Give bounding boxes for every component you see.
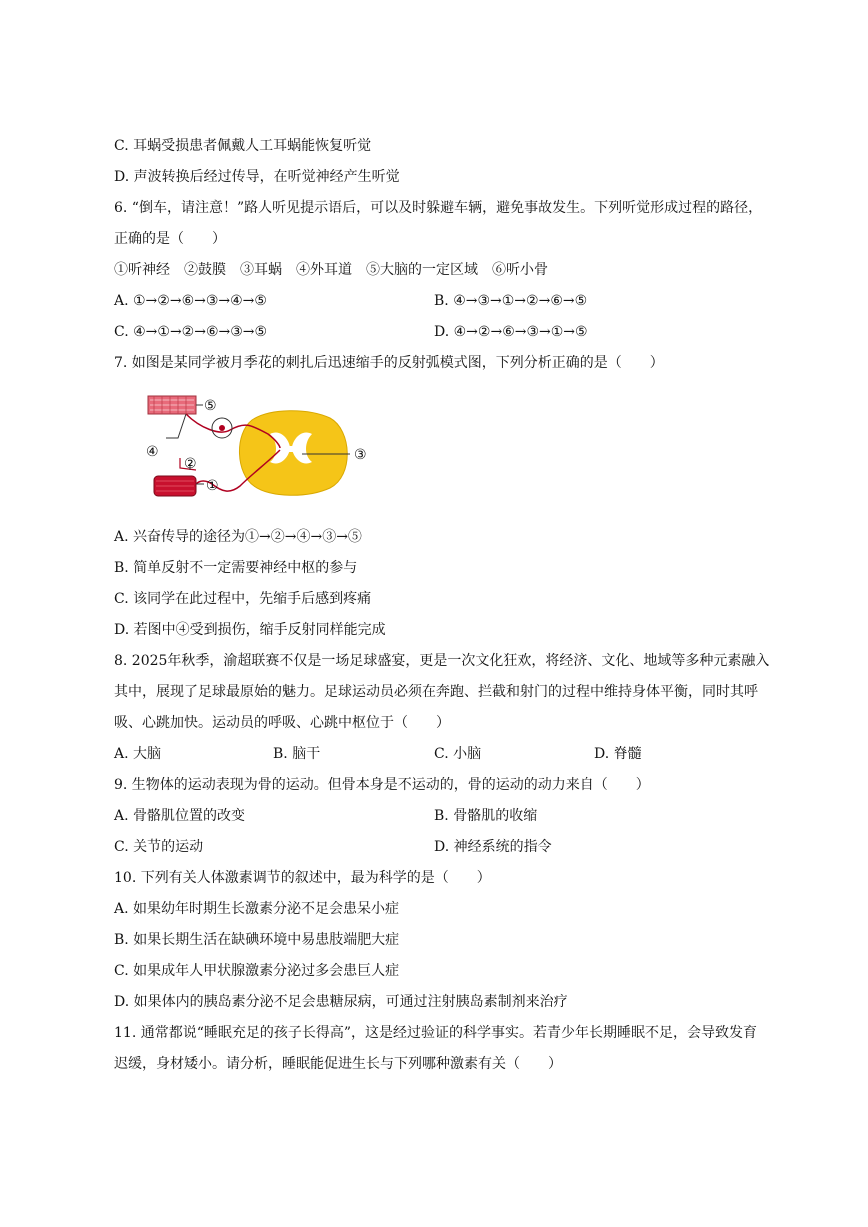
q10-stem: 10. 下列有关人体激素调节的叙述中，最为科学的是（ ） bbox=[114, 870, 491, 886]
q10-option-c: C. 如果成年人甲状腺激素分泌过多会患巨人症 bbox=[114, 963, 400, 979]
figure-label-1: ① bbox=[206, 478, 219, 494]
muscle-effector-shape bbox=[154, 476, 196, 496]
q5-option-d: D. 声波转换后经过传导，在听觉神经产生听觉 bbox=[114, 169, 400, 185]
q6-stem-line2: 正确的是（ ） bbox=[114, 231, 226, 247]
figure-label-4: ④ bbox=[146, 444, 159, 460]
q8-option-d: D. 脊髓 bbox=[594, 746, 642, 762]
q8-stem-line3: 吸、心跳加快。运动员的呼吸、心跳中枢位于（ ） bbox=[114, 715, 450, 731]
q10-option-b: B. 如果长期生活在缺碘环境中易患肢端肥大症 bbox=[114, 932, 400, 948]
q10-option-d: D. 如果体内的胰岛素分泌不足会患糖尿病，可通过注射胰岛素制剂来治疗 bbox=[114, 994, 568, 1010]
q6-stem-line1: 6. “倒车，请注意！”路人听见提示语后，可以及时躲避车辆，避免事故发生。下列听觉形成过程的路径， bbox=[114, 200, 763, 216]
spinal-cord-shape bbox=[239, 411, 347, 496]
q9-option-d: D. 神经系统的指令 bbox=[434, 839, 552, 855]
q8-stem-line1: 8. 2025年秋季，渝超联赛不仅是一场足球盛宴，更是一次文化狂欢，将经济、文化、地域等多种元素融入 bbox=[114, 653, 770, 669]
q6-option-d: D. ④→②→⑥→③→①→⑤ bbox=[434, 324, 588, 340]
q9-stem: 9. 生物体的运动表现为骨的运动。但骨本身是不运动的，骨的运动的动力来自（ ） bbox=[114, 777, 650, 793]
q8-stem-line2: 其中，展现了足球最原始的魅力。足球运动员必须在奔跑、拦截和射门的过程中维持身体平衡，同时其呼 bbox=[114, 684, 758, 700]
reflex-arc-figure bbox=[140, 388, 380, 503]
q9-option-c: C. 关节的运动 bbox=[114, 839, 204, 855]
figure-label-2: ② bbox=[184, 456, 197, 472]
q7-option-b: B. 简单反射不一定需要神经中枢的参与 bbox=[114, 560, 358, 576]
q8-option-a: A. 大脑 bbox=[114, 746, 162, 762]
reflex-arc-diagram bbox=[140, 388, 380, 503]
q7-stem: 7. 如图是某同学被月季花的刺扎后迅速缩手的反射弧模式图，下列分析正确的是（ ） bbox=[114, 355, 664, 371]
q11-stem-line1: 11. 通常都说“睡眠充足的孩子长得高”，这是经过验证的科学事实。若青少年长期睡眠不足，会导致发育 bbox=[114, 1025, 758, 1041]
q9-option-a: A. 骨骼肌位置的改变 bbox=[114, 808, 246, 824]
q5-option-c: C. 耳蜗受损患者佩戴人工耳蜗能恢复听觉 bbox=[114, 138, 372, 154]
q8-option-c: C. 小脑 bbox=[434, 746, 482, 762]
q11-stem-line2: 迟缓，身材矮小。请分析，睡眠能促进生长与下列哪种激素有关（ ） bbox=[114, 1056, 562, 1072]
skin-receptor-shape bbox=[148, 396, 196, 414]
q10-option-a: A. 如果幼年时期生长激素分泌不足会患呆小症 bbox=[114, 901, 400, 917]
q9-option-b: B. 骨骼肌的收缩 bbox=[434, 808, 538, 824]
q6-option-a: A. ①→②→⑥→③→④→⑤ bbox=[114, 293, 267, 309]
q7-option-d: D. 若图中④受到损伤，缩手反射同样能完成 bbox=[114, 622, 386, 638]
q8-option-b: B. 脑干 bbox=[273, 746, 321, 762]
q6-option-b: B. ④→③→①→②→⑥→⑤ bbox=[434, 293, 588, 309]
q7-option-c: C. 该同学在此过程中，先缩手后感到疼痛 bbox=[114, 591, 372, 607]
q6-items: ①听神经 ②鼓膜 ③耳蜗 ④外耳道 ⑤大脑的一定区域 ⑥听小骨 bbox=[114, 262, 548, 278]
q6-option-c: C. ④→①→②→⑥→③→⑤ bbox=[114, 324, 268, 340]
figure-label-3: ③ bbox=[354, 447, 367, 463]
q7-option-a: A. 兴奋传导的途径为①→②→④→③→⑤ bbox=[114, 529, 362, 545]
figure-label-5: ⑤ bbox=[204, 398, 217, 414]
